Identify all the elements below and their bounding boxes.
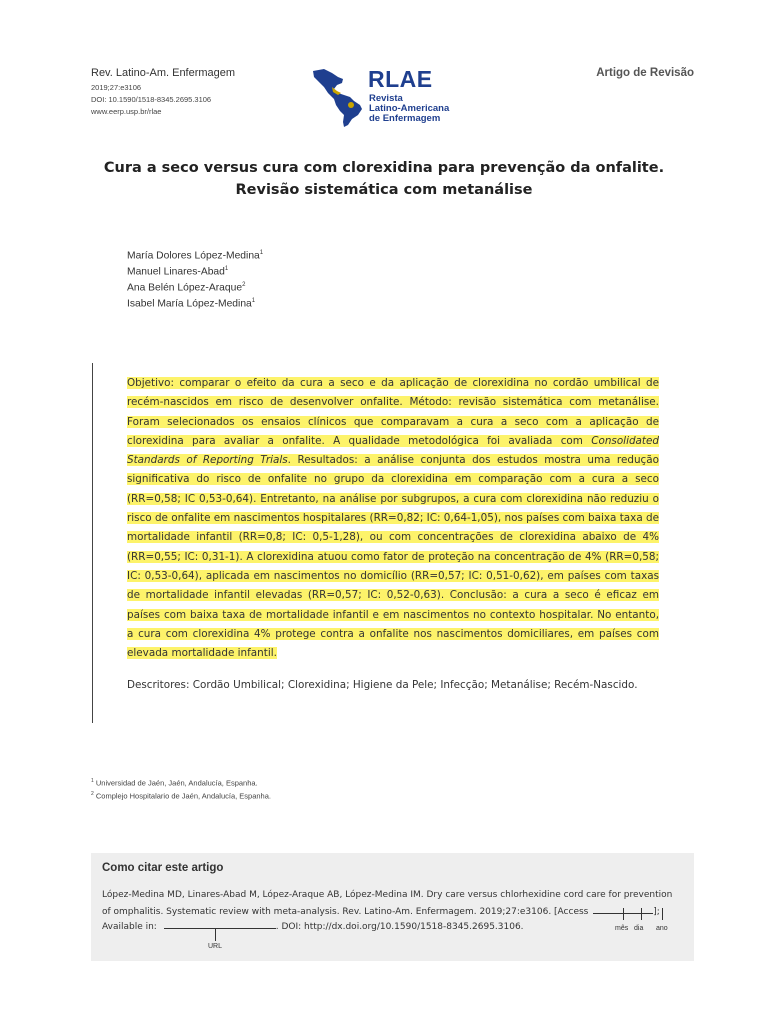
citation-line-2-end: ]; <box>653 907 660 917</box>
abstract-text <box>127 377 659 659</box>
abstract-italic: Consolidated Standards of Reporting Trials <box>127 434 659 467</box>
citation-line-3 <box>102 922 524 932</box>
title-line-1: Cura a seco versus cura com clorexidina para prevenção da onfalite. <box>103 160 665 176</box>
citation-heading: Como citar este artigo <box>102 862 224 874</box>
logo-sub-2: Latino-Americana <box>369 103 450 114</box>
author-sup: 1 <box>224 266 229 272</box>
year-tick <box>662 908 663 920</box>
author-1 <box>127 250 263 261</box>
descriptors: Descritores: Cordão Umbilical; Clorexidina; Higiene da Pele; Infecção; Metanálise; Recém-Nascido. <box>127 679 638 691</box>
month-tick <box>623 908 624 920</box>
label-day: dia <box>634 925 644 932</box>
article-title <box>80 157 688 201</box>
label-year: ano <box>656 925 668 932</box>
author-name: Ana Belén López-Araque <box>127 282 243 294</box>
day-tick <box>641 908 642 920</box>
abstract-part-1: Objetivo: comparar o efeito da cura a seco e da aplicação de clorexidina no cordão umbilical de recém-nascidos em risco de desenvolver onfalite. Método: revisão sistemática com metanálise. Foram selecionados os ensaios clínicos que comparavam a cura a seco com a aplicação de clorexidina para avaliar a onfalite. A qualidade metodológica foi avaliada com <box>127 377 659 447</box>
article-type: Artigo de Revisão <box>596 67 694 79</box>
author-3 <box>127 282 245 293</box>
url-blank[interactable] <box>164 928 276 929</box>
logo-sub-3: de Enfermagem <box>369 113 441 124</box>
citation-line-3-end: . DOI: http://dx.doi.org/10.1590/1518-8345.2695.3106. <box>275 922 524 932</box>
journal-url[interactable]: www.eerp.usp.br/rlae <box>91 107 162 116</box>
citation-line-1: López-Medina MD, Linares-Abad M, López-Araque AB, López-Medina IM. Dry care versus chlorhexidine cord care for prevention <box>102 890 673 900</box>
citation-line-2-text: of omphalitis. Systematic review with meta-analysis. Rev. Latino-Am. Enfermagem. 2019;27:e3106. [Access <box>102 907 589 917</box>
logo-sub-1: Revista <box>369 93 403 104</box>
logo-title: RLAE <box>368 66 433 92</box>
citation-line-3-start: Available in: <box>102 922 157 932</box>
url-tick <box>215 929 216 941</box>
affiliation-text: Complejo Hospitalario de Jaén, Andalucía, Espanha. <box>95 791 271 801</box>
author-sup: 1 <box>259 250 264 256</box>
journal-name: Rev. Latino-Am. Enfermagem <box>91 67 236 79</box>
abstract-rule <box>92 363 93 723</box>
author-name: María Dolores López-Medina <box>127 250 260 262</box>
year-volume: 2019;27:e3106 <box>91 83 142 92</box>
author-2 <box>127 266 228 277</box>
citation-line-2 <box>102 907 660 917</box>
rlae-logo-map-icon <box>310 67 370 129</box>
affiliation-sup: 1 <box>91 778 94 784</box>
title-line-2: Revisão sistemática com metanálise <box>235 182 533 198</box>
author-name: Isabel María López-Medina <box>127 298 252 310</box>
abstract <box>127 374 659 663</box>
affiliation-sup: 2 <box>91 791 94 797</box>
author-sup: 1 <box>251 298 256 304</box>
abstract-part-2: . Resultados: a análise conjunta dos estudos mostra uma redução significativa do risco de onfalite no grupo da clorexidina em comparação com a cura a seco (RR=0,58; IC 0,53-0,64). Entretanto, na análise por subgrupos, a cura com clorexidina não reduziu o risco de onfalite em nascimentos hospitalares (RR=0,82; IC: 0,64-1,05), nos países com baixa taxa de mortalidade infantil (RR=0,8; IC: 0,5-1,28), ou com concentrações de clorexidina abaixo de 4% (RR=0,55; IC: 0,31-1). A clorexidina atuou como fator de proteção na concentração de 4% (RR=0,58; IC: 0,53-0,64), aplicada em nascimentos no domicílio (RR=0,57; IC: 0,51-0,62), em países com taxas de mortalidade infantil elevadas (RR=0,57; IC: 0,52-0,63). Conclusão: a cura a seco é eficaz em países com baixa taxa de mortalidade infantil e em nascimentos no contexto hospitalar. No entanto, a cura com clorexidina 4% protege contra a onfalite nos nascimentos domiciliares, em países com elevada mortalidade infantil. <box>127 454 659 660</box>
affiliation-2 <box>91 791 271 801</box>
doi: DOI: 10.1590/1518-8345.2695.3106 <box>91 95 212 104</box>
author-sup: 2 <box>242 282 246 288</box>
author-4 <box>127 298 255 309</box>
author-name: Manuel Linares-Abad <box>127 266 225 278</box>
affiliation-text: Universidad de Jaén, Jaén, Andalucía, Espanha. <box>95 778 258 788</box>
affiliation-1 <box>91 778 258 788</box>
label-url: URL <box>208 943 223 950</box>
label-month: mês <box>615 925 629 932</box>
